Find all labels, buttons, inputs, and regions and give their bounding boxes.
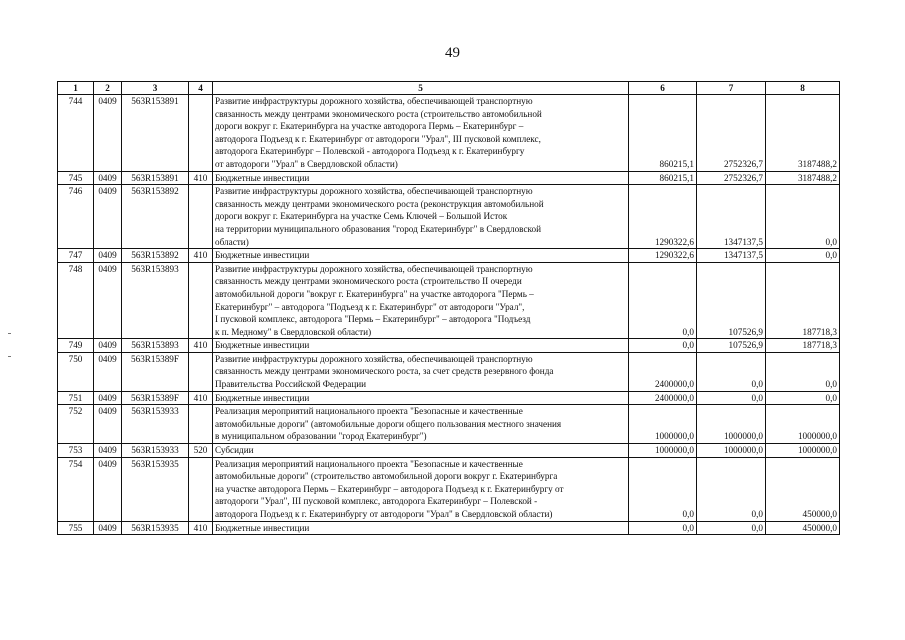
margin-mark [8,356,11,357]
column-header-6: 6 [629,82,697,95]
column-header-8: 8 [766,82,840,95]
amount-col-8: 187718,3 [766,339,840,353]
section-code: 0409 [94,352,122,391]
amount-col-6: 0,0 [629,457,697,521]
item-name: Развитие инфраструктуры дорожного хозяйства, обеспечивающей транспортную связанность между центрами экономического роста (реконструкция автомобильной дороги вокруг г. Екатеринбурга на участке Семь Ключей – Большой Исток на территории муниципального образования "город Екатеринбург" в Свердловской области) [213,185,629,249]
item-name: Развитие инфраструктуры дорожного хозяйства, обеспечивающей транспортную связанность между центрами экономического роста, за счет средств резервного фонда Правительства Российской Федерации [213,352,629,391]
table-row [58,352,840,391]
column-header-2: 2 [94,82,122,95]
section-code: 0409 [94,521,122,535]
table-row [58,171,840,185]
section-code: 0409 [94,444,122,458]
target-article-code: 563R153892 [122,185,189,249]
target-article-code: 563R153891 [122,171,189,185]
amount-col-6: 1290322,6 [629,185,697,249]
expense-type-code [189,262,213,339]
page-number: 49 [445,45,460,61]
expense-type-code [189,352,213,391]
header-row [58,82,840,95]
target-article-code: 563R153935 [122,457,189,521]
amount-col-6: 2400000,0 [629,391,697,405]
section-code: 0409 [94,262,122,339]
amount-col-8: 0,0 [766,249,840,263]
amount-col-6: 860215,1 [629,95,697,172]
budget-table [57,81,840,535]
amount-col-8: 3187488,2 [766,95,840,172]
target-article-code: 563R153935 [122,521,189,535]
amount-col-8: 0,0 [766,352,840,391]
expense-type-code [189,95,213,172]
amount-col-7: 107526,9 [697,262,766,339]
section-code: 0409 [94,405,122,444]
amount-col-7: 1000000,0 [697,405,766,444]
row-number: 745 [58,171,94,185]
amount-col-6: 1290322,6 [629,249,697,263]
amount-col-7: 1347137,5 [697,249,766,263]
section-code: 0409 [94,391,122,405]
section-code: 0409 [94,457,122,521]
item-name: Бюджетные инвестиции [213,391,629,405]
expense-type-code: 410 [189,249,213,263]
row-number: 744 [58,95,94,172]
amount-col-6: 0,0 [629,262,697,339]
expense-type-code: 410 [189,339,213,353]
table-row [58,339,840,353]
item-name: Бюджетные инвестиции [213,171,629,185]
table-row [58,249,840,263]
amount-col-8: 3187488,2 [766,171,840,185]
row-number: 748 [58,262,94,339]
target-article-code: 563R153933 [122,405,189,444]
table-row [58,391,840,405]
amount-col-8: 1000000,0 [766,444,840,458]
amount-col-8: 0,0 [766,391,840,405]
amount-col-8: 0,0 [766,185,840,249]
column-header-5: 5 [213,82,629,95]
target-article-code: 563R153892 [122,249,189,263]
amount-col-8: 450000,0 [766,521,840,535]
expense-type-code [189,457,213,521]
table-row [58,405,840,444]
row-number: 753 [58,444,94,458]
amount-col-7: 0,0 [697,352,766,391]
table-header [58,82,840,95]
amount-col-6: 860215,1 [629,171,697,185]
expense-type-code: 410 [189,521,213,535]
target-article-code: 563R153891 [122,95,189,172]
amount-col-6: 0,0 [629,339,697,353]
row-number: 750 [58,352,94,391]
amount-col-7: 0,0 [697,391,766,405]
item-name: Развитие инфраструктуры дорожного хозяйства, обеспечивающей транспортную связанность между центрами экономического роста (строительство II очереди автомобильной дороги "вокруг г. Екатеринбурга" на участке автодорога "Пермь – Екатеринбург" – автодорога "Подъезд к г. Екатеринбург" от автодороги "Урал", I пусковой комплекс, автодорога "Пермь – Екатеринбург" – автодорога "Подъезд к п. Медному" в Свердловской области) [213,262,629,339]
section-code: 0409 [94,185,122,249]
amount-col-6: 1000000,0 [629,405,697,444]
amount-col-7: 2752326,7 [697,95,766,172]
item-name: Реализация мероприятий национального проекта "Безопасные и качественные автомобильные дороги" (строительство автомобильной дороги вокруг г. Екатеринбурга на участке автодорога Пермь – Екатеринбург – автодорога Подъезд к г. Екатеринбургу от автодороги "Урал", III пусковой комплекс, автодорога Екатеринбург – Полевской - автодорога Подъезд к г. Екатеринбургу от автодороги "Урал" в Свердловской области) [213,457,629,521]
row-number: 751 [58,391,94,405]
item-name: Бюджетные инвестиции [213,339,629,353]
amount-col-6: 1000000,0 [629,444,697,458]
amount-col-7: 2752326,7 [697,171,766,185]
expense-type-code: 520 [189,444,213,458]
item-name: Реализация мероприятий национального проекта "Безопасные и качественные автомобильные дороги" (автомобильные дороги общего пользования местного значения в муниципальном образовании "город Екатеринбург") [213,405,629,444]
row-number: 754 [58,457,94,521]
margin-mark [8,333,11,334]
amount-col-7: 1347137,5 [697,185,766,249]
expense-type-code: 410 [189,171,213,185]
target-article-code: 563R15389F [122,391,189,405]
target-article-code: 563R153893 [122,339,189,353]
target-article-code: 563R15389F [122,352,189,391]
expense-type-code [189,405,213,444]
column-header-7: 7 [697,82,766,95]
column-header-4: 4 [189,82,213,95]
row-number: 746 [58,185,94,249]
section-code: 0409 [94,249,122,263]
table-row [58,444,840,458]
table-row [58,262,840,339]
amount-col-8: 1000000,0 [766,405,840,444]
amount-col-6: 0,0 [629,521,697,535]
table-body [58,95,840,535]
amount-col-7: 0,0 [697,521,766,535]
section-code: 0409 [94,95,122,172]
target-article-code: 563R153933 [122,444,189,458]
amount-col-7: 0,0 [697,457,766,521]
section-code: 0409 [94,171,122,185]
item-name: Бюджетные инвестиции [213,249,629,263]
row-number: 755 [58,521,94,535]
item-name: Развитие инфраструктуры дорожного хозяйства, обеспечивающей транспортную связанность между центрами экономического роста (строительство автомобильной дороги вокруг г. Екатеринбурга на участке автодорога Пермь – Екатеринбург – автодорога Подъезд к г. Екатеринбург от автодороги "Урал", III пусковой комплекс, автодорога Екатеринбург – Полевской - автодорога Подъезд к г. Екатеринбургу от автодороги "Урал" в Свердловской области) [213,95,629,172]
item-name: Бюджетные инвестиции [213,521,629,535]
column-header-3: 3 [122,82,189,95]
target-article-code: 563R153893 [122,262,189,339]
row-number: 752 [58,405,94,444]
amount-col-8: 450000,0 [766,457,840,521]
expense-type-code [189,185,213,249]
row-number: 749 [58,339,94,353]
table-row [58,521,840,535]
column-header-1: 1 [58,82,94,95]
expense-type-code: 410 [189,391,213,405]
amount-col-8: 187718,3 [766,262,840,339]
row-number: 747 [58,249,94,263]
table-row [58,457,840,521]
amount-col-7: 107526,9 [697,339,766,353]
table-row [58,95,840,172]
amount-col-7: 1000000,0 [697,444,766,458]
amount-col-6: 2400000,0 [629,352,697,391]
table-row [58,185,840,249]
item-name: Субсидии [213,444,629,458]
section-code: 0409 [94,339,122,353]
